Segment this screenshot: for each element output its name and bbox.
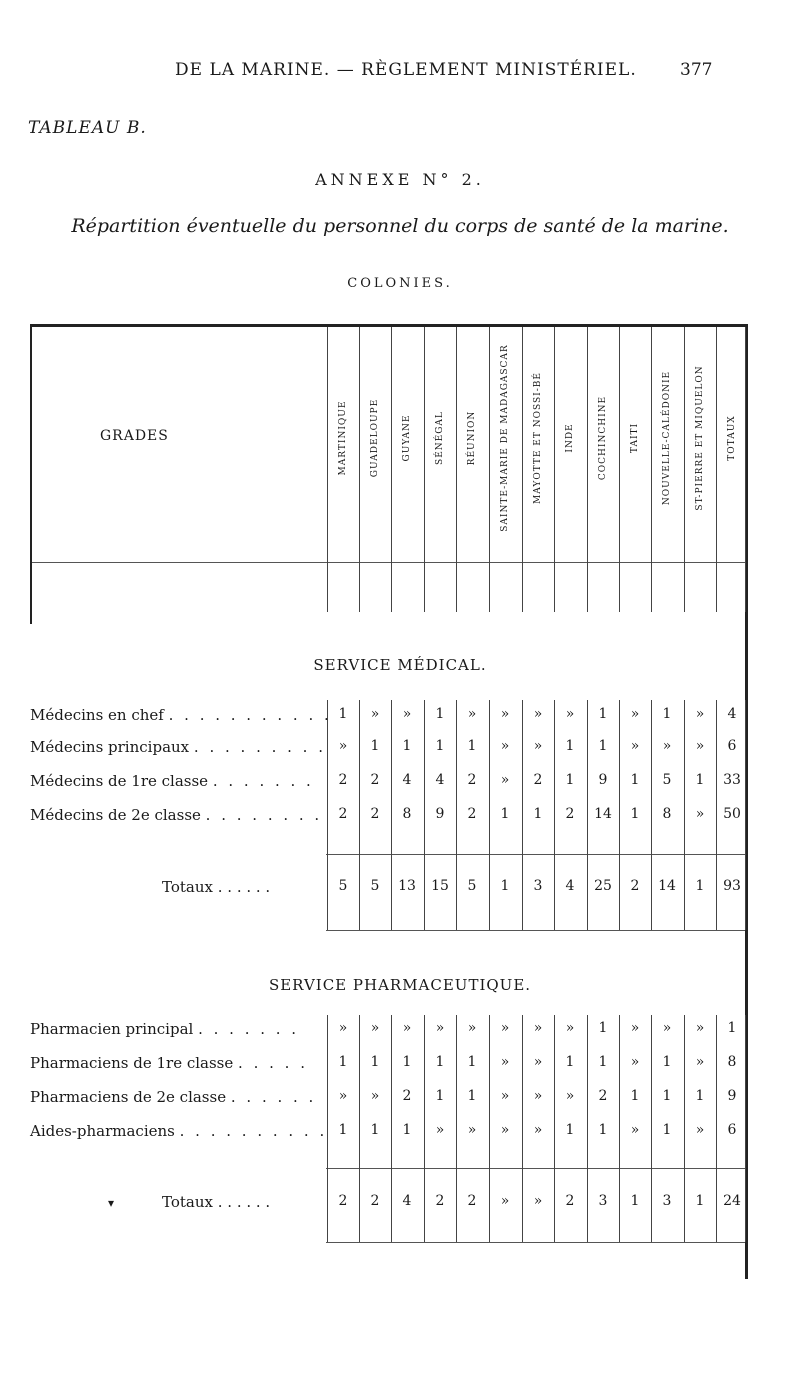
total-cell: 2 bbox=[630, 878, 640, 894]
column-header: MAYOTTE ET NOSSI-BÉ bbox=[533, 372, 543, 504]
table-cell: 1 bbox=[598, 1054, 608, 1070]
leader-dots: . . . . . . . . . . . bbox=[168, 706, 332, 724]
column-header: MARTINIQUE bbox=[338, 400, 348, 476]
table-cell: » bbox=[662, 738, 672, 754]
table-cell: 1 bbox=[370, 1122, 380, 1138]
table-cell: » bbox=[565, 1088, 575, 1104]
leader-dots: . . . . . . . bbox=[212, 772, 314, 790]
table-cell: 1 bbox=[565, 772, 575, 788]
table-cell: » bbox=[630, 738, 640, 754]
row-label bbox=[30, 1088, 316, 1106]
table-cell: 1 bbox=[565, 1122, 575, 1138]
total-cell: 13 bbox=[398, 878, 416, 894]
grades-header: GRADES bbox=[100, 428, 169, 444]
total-cell: 2 bbox=[467, 1193, 477, 1209]
table-cell: » bbox=[695, 738, 705, 754]
total-cell: 14 bbox=[658, 878, 676, 894]
table-cell: » bbox=[338, 738, 348, 754]
column-header: INDE bbox=[565, 423, 575, 453]
table-cell: 1 bbox=[370, 1054, 380, 1070]
total-cell: » bbox=[533, 1193, 543, 1209]
table-cell: 1 bbox=[402, 738, 412, 754]
printer-mark: ▾ bbox=[108, 1196, 115, 1210]
table-cell: 1 bbox=[467, 738, 477, 754]
column-header: ST-PIERRE ET MIQUELON bbox=[695, 365, 705, 511]
column-header: TAITI bbox=[630, 422, 640, 454]
table-cell: 33 bbox=[723, 772, 741, 788]
table-cell: » bbox=[500, 1088, 510, 1104]
table-cell: 4 bbox=[402, 772, 412, 788]
table-cell: 1 bbox=[630, 772, 640, 788]
table-cell: 1 bbox=[533, 806, 543, 822]
table-cell: » bbox=[500, 738, 510, 754]
table-cell: » bbox=[435, 1122, 445, 1138]
table-cell: 2 bbox=[565, 806, 575, 822]
table-cell: » bbox=[662, 1020, 672, 1036]
table-cell: » bbox=[338, 1020, 348, 1036]
total-cell: 2 bbox=[370, 1193, 380, 1209]
leader-dots: . . . . . . bbox=[217, 878, 271, 896]
table-cell: 4 bbox=[435, 772, 445, 788]
total-cell: 2 bbox=[435, 1193, 445, 1209]
total-label bbox=[162, 878, 270, 896]
table-cell: » bbox=[370, 1088, 380, 1104]
table-cell: » bbox=[533, 1054, 543, 1070]
total-cell: 5 bbox=[338, 878, 348, 894]
table-cell: » bbox=[630, 1054, 640, 1070]
total-cell: 3 bbox=[598, 1193, 608, 1209]
table-cell: 1 bbox=[435, 1054, 445, 1070]
total-label-text: Totaux bbox=[162, 878, 213, 896]
column-header: GUADELOUPE bbox=[370, 398, 380, 478]
table-cell: » bbox=[630, 1020, 640, 1036]
table-cell: 8 bbox=[727, 1054, 737, 1070]
table-cell: 1 bbox=[565, 1054, 575, 1070]
total-label-text: Totaux bbox=[162, 1193, 213, 1211]
table-cell: 1 bbox=[598, 1122, 608, 1138]
row-label-text: Pharmaciens de 1re classe bbox=[30, 1054, 234, 1072]
table-cell: » bbox=[467, 706, 477, 722]
total-label bbox=[162, 1193, 270, 1211]
total-cell: 2 bbox=[338, 1193, 348, 1209]
running-title: DE LA MARINE. — RÈGLEMENT MINISTÉRIEL. bbox=[175, 60, 637, 80]
leader-dots: . . . . . . bbox=[230, 1088, 317, 1106]
leader-dots: . . . . . . bbox=[217, 1193, 271, 1211]
table-cell: 2 bbox=[598, 1088, 608, 1104]
table-cell: 1 bbox=[695, 772, 705, 788]
table-cell: » bbox=[695, 806, 705, 822]
table-cell: » bbox=[565, 706, 575, 722]
column-header: SAINTE-MARIE DE MADAGASCAR bbox=[500, 344, 510, 532]
table-cell: 1 bbox=[727, 1020, 737, 1036]
annexe-heading: ANNEXE N° 2. bbox=[315, 170, 485, 189]
table-cell: 2 bbox=[402, 1088, 412, 1104]
table-cell: 1 bbox=[435, 706, 445, 722]
table-cell: 2 bbox=[370, 806, 380, 822]
table-cell: 1 bbox=[435, 738, 445, 754]
table-cell: 1 bbox=[630, 1088, 640, 1104]
column-header: COCHINCHINE bbox=[598, 395, 608, 481]
table-cell: » bbox=[500, 1122, 510, 1138]
table-cell: 1 bbox=[500, 806, 510, 822]
total-cell: 1 bbox=[695, 878, 705, 894]
table-cell: » bbox=[467, 1020, 477, 1036]
table-cell: » bbox=[533, 738, 543, 754]
table-cell: » bbox=[695, 1020, 705, 1036]
table-cell: 8 bbox=[662, 806, 672, 822]
pharma-total-rule bbox=[326, 1168, 745, 1169]
table-cell: 4 bbox=[727, 706, 737, 722]
row-label bbox=[30, 1054, 308, 1072]
table-cell: 2 bbox=[533, 772, 543, 788]
table-cell: » bbox=[695, 1054, 705, 1070]
table-cell: » bbox=[338, 1088, 348, 1104]
table-cell: 2 bbox=[338, 772, 348, 788]
tableau-label: TABLEAU B. bbox=[28, 118, 147, 138]
total-cell: 1 bbox=[500, 878, 510, 894]
total-cell: » bbox=[500, 1193, 510, 1209]
table-cell: » bbox=[500, 706, 510, 722]
row-label bbox=[30, 1122, 327, 1140]
table-cell: 1 bbox=[402, 1122, 412, 1138]
leader-dots: . . . . . bbox=[238, 1054, 308, 1072]
pharma-bottom-rule bbox=[326, 1242, 745, 1243]
row-label-text: Pharmacien principal bbox=[30, 1020, 194, 1038]
table-cell: » bbox=[695, 706, 705, 722]
table-cell: 1 bbox=[662, 1088, 672, 1104]
table-cell: 1 bbox=[338, 706, 348, 722]
total-cell: 15 bbox=[431, 878, 449, 894]
header-bottom-rule bbox=[32, 562, 745, 563]
row-label-text: Aides-pharmaciens bbox=[30, 1122, 175, 1140]
table-cell: 14 bbox=[594, 806, 612, 822]
table-cell: » bbox=[370, 706, 380, 722]
table-cell: 1 bbox=[598, 738, 608, 754]
table-cell: » bbox=[467, 1122, 477, 1138]
row-label bbox=[30, 772, 314, 790]
column-header: SÉNÉGAL bbox=[435, 411, 445, 465]
table-cell: 1 bbox=[338, 1054, 348, 1070]
row-label bbox=[30, 806, 322, 824]
row-label bbox=[30, 706, 332, 724]
section-title-medical: SERVICE MÉDICAL. bbox=[313, 656, 487, 674]
table-cell: 50 bbox=[723, 806, 741, 822]
table-cell: 1 bbox=[565, 738, 575, 754]
table-cell: » bbox=[695, 1122, 705, 1138]
table-cell: 2 bbox=[467, 806, 477, 822]
table-cell: 1 bbox=[695, 1088, 705, 1104]
table-cell: » bbox=[533, 706, 543, 722]
table-cell: 9 bbox=[435, 806, 445, 822]
table-cell: 2 bbox=[338, 806, 348, 822]
leader-dots: . . . . . . . bbox=[198, 1020, 300, 1038]
leader-dots: . . . . . . . . . bbox=[193, 738, 326, 756]
medical-bottom-rule bbox=[326, 930, 745, 931]
medical-total-rule bbox=[326, 854, 745, 855]
table-left-border bbox=[30, 324, 32, 624]
running-head bbox=[0, 60, 800, 84]
table-cell: 9 bbox=[727, 1088, 737, 1104]
table-cell: 1 bbox=[662, 706, 672, 722]
section-title-pharmaceutical: SERVICE PHARMACEUTIQUE. bbox=[268, 976, 532, 994]
total-cell: 93 bbox=[723, 878, 741, 894]
leader-dots: . . . . . . . . bbox=[205, 806, 323, 824]
row-label bbox=[30, 738, 326, 756]
table-cell: » bbox=[500, 772, 510, 788]
table-cell: 1 bbox=[402, 1054, 412, 1070]
table-cell: 2 bbox=[467, 772, 477, 788]
total-cell: 1 bbox=[630, 1193, 640, 1209]
table-cell: 1 bbox=[467, 1054, 477, 1070]
total-cell: 2 bbox=[565, 1193, 575, 1209]
table-cell: 1 bbox=[598, 1020, 608, 1036]
table-cell: 2 bbox=[370, 772, 380, 788]
table-cell: » bbox=[500, 1020, 510, 1036]
row-label-text: Médecins principaux bbox=[30, 738, 190, 756]
table-cell: 1 bbox=[370, 738, 380, 754]
table-cell: 1 bbox=[662, 1054, 672, 1070]
table-cell: 6 bbox=[727, 1122, 737, 1138]
column-header: NOUVELLE-CALÉDONIE bbox=[662, 370, 672, 506]
colonies-heading: COLONIES. bbox=[347, 276, 453, 291]
table-cell: » bbox=[630, 1122, 640, 1138]
table-cell: » bbox=[402, 1020, 412, 1036]
total-cell: 4 bbox=[402, 1193, 412, 1209]
table-cell: 9 bbox=[598, 772, 608, 788]
table-cell: 1 bbox=[338, 1122, 348, 1138]
total-cell: 5 bbox=[370, 878, 380, 894]
table-cell: 1 bbox=[662, 1122, 672, 1138]
table-cell: » bbox=[533, 1020, 543, 1036]
table-cell: 8 bbox=[402, 806, 412, 822]
table-cell: » bbox=[402, 706, 412, 722]
table-cell: » bbox=[565, 1020, 575, 1036]
table-cell: 5 bbox=[662, 772, 672, 788]
table-cell: 1 bbox=[467, 1088, 477, 1104]
page-number: 377 bbox=[680, 60, 713, 80]
row-label-text: Médecins de 1re classe bbox=[30, 772, 209, 790]
table-subtitle: Répartition éventuelle du personnel du corps de santé de la marine. bbox=[71, 215, 729, 237]
table-cell: 1 bbox=[630, 806, 640, 822]
row-label bbox=[30, 1020, 299, 1038]
row-label-text: Médecins en chef bbox=[30, 706, 164, 724]
row-label-text: Médecins de 2e classe bbox=[30, 806, 201, 824]
leader-dots: . . . . . . . . . . bbox=[179, 1122, 328, 1140]
table-cell: 1 bbox=[598, 706, 608, 722]
total-cell: 5 bbox=[467, 878, 477, 894]
table-cell: » bbox=[533, 1122, 543, 1138]
table-cell: » bbox=[500, 1054, 510, 1070]
table-cell: » bbox=[435, 1020, 445, 1036]
table-cell: » bbox=[533, 1088, 543, 1104]
total-cell: 3 bbox=[533, 878, 543, 894]
total-cell: 1 bbox=[695, 1193, 705, 1209]
total-cell: 4 bbox=[565, 878, 575, 894]
table-cell: 1 bbox=[435, 1088, 445, 1104]
table-cell: » bbox=[370, 1020, 380, 1036]
column-header: GUYANE bbox=[402, 414, 412, 462]
total-cell: 24 bbox=[723, 1193, 741, 1209]
row-label-text: Pharmaciens de 2e classe bbox=[30, 1088, 227, 1106]
total-cell: 25 bbox=[594, 878, 612, 894]
total-cell: 3 bbox=[662, 1193, 672, 1209]
column-header: TOTAUX bbox=[727, 415, 737, 461]
table-cell: » bbox=[630, 706, 640, 722]
table-cell: 6 bbox=[727, 738, 737, 754]
column-header: RÉUNION bbox=[467, 410, 477, 466]
